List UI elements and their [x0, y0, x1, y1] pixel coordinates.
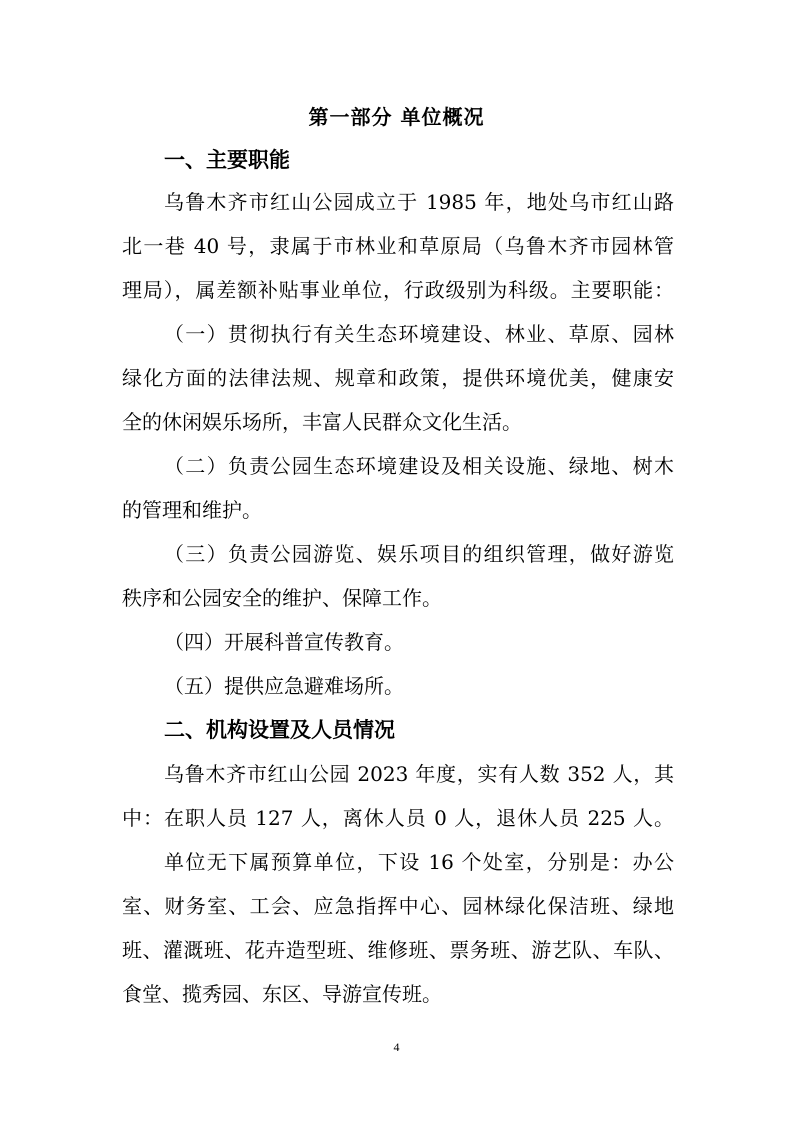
paragraph-line: （二）负责公园生态环境建设及相关设施、绿地、树木 [164, 454, 674, 478]
paragraph-line: 食堂、揽秀园、东区、导游宣传班。 [122, 982, 442, 1006]
paragraph-line: 的管理和维护。 [122, 498, 262, 522]
paragraph-line: 单位无下属预算单位，下设 16 个处室，分别是：办公 [164, 850, 674, 874]
section-heading-organization-staff: 二、机构设置及人员情况 [164, 718, 395, 742]
paragraph-line: 乌鲁木齐市红山公园成立于 1985 年，地处乌市红山路 [164, 190, 674, 214]
paragraph-line: 乌鲁木齐市红山公园 2023 年度，实有人数 352 人，其 [164, 762, 674, 786]
paragraph-line: 理局），属差额补贴事业单位，行政级别为科级。主要职能： [122, 278, 674, 302]
paragraph-line: 北一巷 40 号，隶属于市林业和草原局（乌鲁木齐市园林管 [122, 234, 674, 258]
paragraph-line: 绿化方面的法律法规、规章和政策，提供环境优美，健康安 [122, 366, 674, 390]
paragraph-line: 班、灌溉班、花卉造型班、维修班、票务班、游艺队、车队、 [122, 938, 674, 962]
paragraph-line: 秩序和公园安全的维护、保障工作。 [122, 586, 442, 610]
page-number: 4 [393, 1040, 400, 1054]
section-heading-main-functions: 一、主要职能 [164, 148, 290, 172]
paragraph-line: （一）贯彻执行有关生态环境建设、林业、草原、园林 [164, 322, 674, 346]
paragraph-line: 全的休闲娱乐场所，丰富人民群众文化生活。 [122, 410, 522, 434]
page-title: 第一部分 单位概况 [308, 105, 485, 129]
paragraph-line: （五）提供应急避难场所。 [164, 674, 404, 698]
paragraph-line: （三）负责公园游览、娱乐项目的组织管理，做好游览 [164, 542, 674, 566]
paragraph-line: （四）开展科普宣传教育。 [164, 630, 404, 654]
paragraph-line: 室、财务室、工会、应急指挥中心、园林绿化保洁班、绿地 [122, 894, 674, 918]
paragraph-line: 中：在职人员 127 人，离休人员 0 人，退休人员 225 人。 [122, 806, 674, 830]
